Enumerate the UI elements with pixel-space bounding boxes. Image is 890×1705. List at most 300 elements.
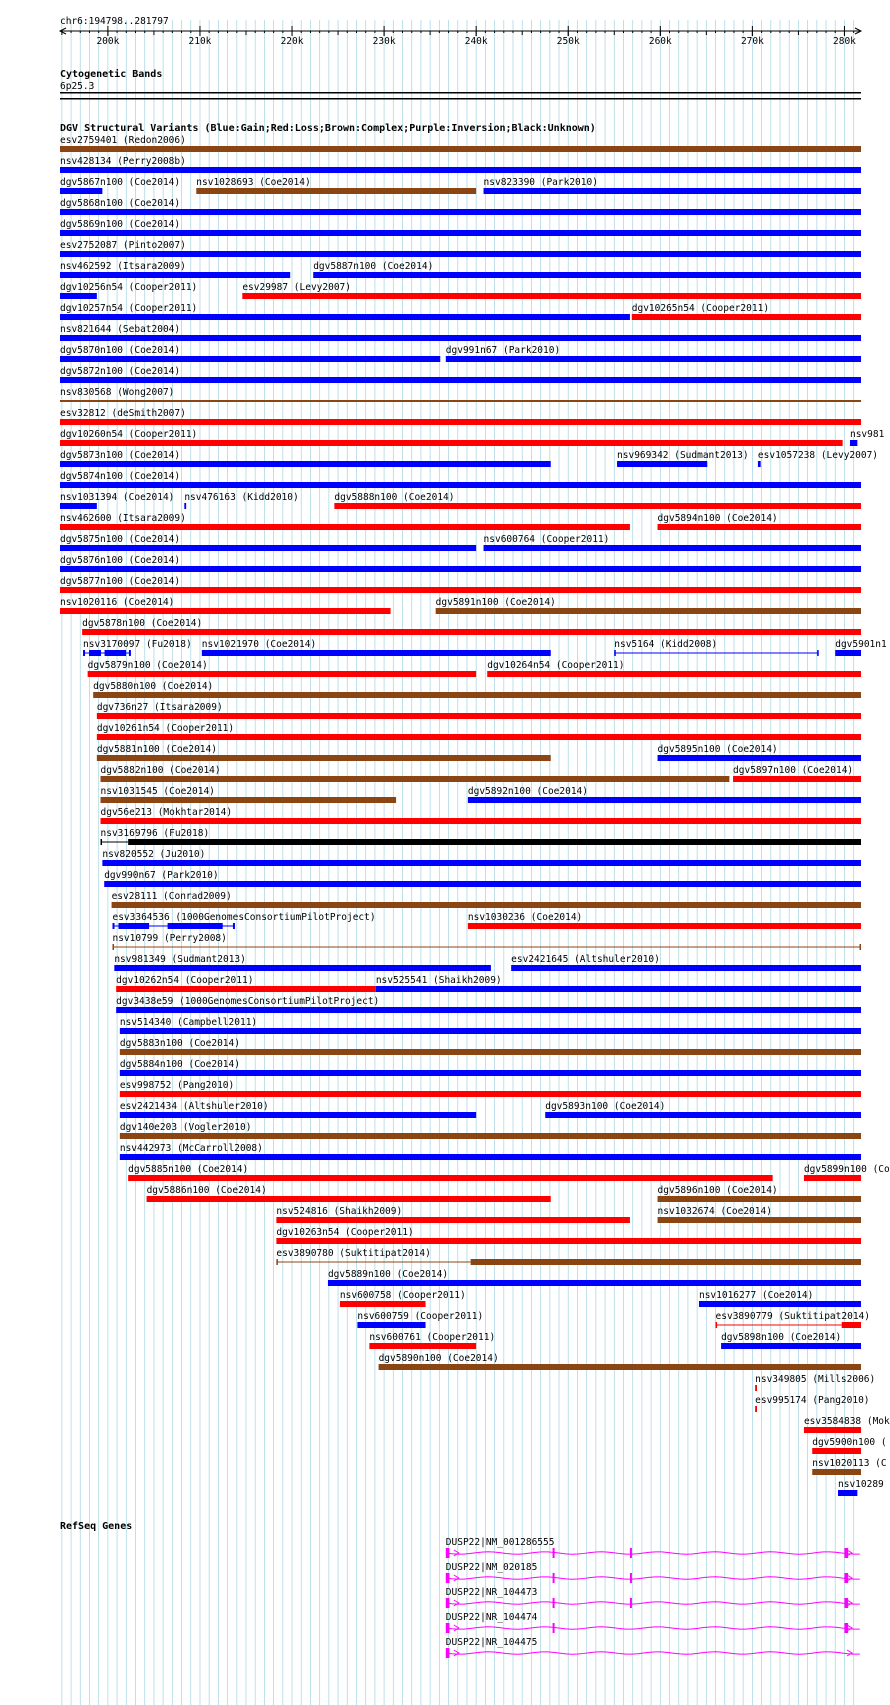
variant-label: dgv140e203 (Vogler2010) — [119, 1122, 252, 1133]
variant-label: nsv820552 (Ju2010) — [102, 849, 206, 860]
variant-bar — [101, 818, 861, 824]
variant-label: dgv5882n100 (Coe2014) — [100, 765, 221, 776]
variant-bar — [632, 314, 861, 320]
dgv-variant — [658, 513, 861, 530]
variant-bar — [60, 335, 861, 341]
variant-label: nsv1028693 (Coe2014) — [196, 177, 311, 188]
variant-bar — [112, 944, 114, 950]
dgv-variant — [60, 156, 861, 173]
variant-bar — [89, 650, 101, 656]
transcript-intron — [446, 1652, 860, 1654]
dgv-variant — [357, 1311, 483, 1328]
variant-label: nsv514340 (Campbell2011) — [119, 1017, 258, 1028]
dgv-variant — [60, 387, 861, 402]
variant-bar — [60, 209, 861, 215]
variant-label: nsv349805 (Mills2006) — [755, 1374, 876, 1385]
dgv-variant — [242, 282, 861, 299]
variant-label: nsv10799 (Perry2008) — [112, 933, 227, 944]
variant-label: dgv5868n100 (Coe2014) — [60, 198, 181, 209]
variant-bar — [60, 356, 440, 362]
variant-bar — [860, 944, 862, 950]
transcript-exon — [844, 1623, 848, 1633]
variant-bar — [114, 965, 491, 971]
dgv-variant — [116, 975, 376, 992]
dgv-variant — [658, 1185, 861, 1202]
dgv-variant — [101, 786, 397, 803]
dgv-variant — [850, 429, 885, 446]
variant-label: dgv736n27 (Itsara2009) — [96, 702, 223, 713]
transcript-label: DUSP22|NR_104474 — [445, 1612, 538, 1623]
variant-label: dgv10265n54 (Cooper2011) — [631, 303, 770, 314]
dgv-variant — [128, 1164, 772, 1181]
variant-bar — [357, 1322, 425, 1328]
transcript-exon — [844, 1548, 848, 1558]
variant-label: dgv5867n100 (Coe2014) — [60, 177, 181, 188]
variant-label: nsv1031545 (Coe2014) — [100, 786, 215, 797]
dgv-variant — [60, 576, 861, 593]
dgv-variant — [60, 219, 861, 236]
variant-bar — [733, 776, 861, 782]
dgv-variant — [60, 366, 861, 383]
variant-bar — [436, 608, 861, 614]
variant-bar — [60, 524, 630, 530]
cytoband-bar-top — [60, 92, 861, 94]
variant-label: dgv10264n54 (Cooper2011) — [487, 660, 625, 671]
refseq-transcript — [446, 1612, 860, 1633]
variant-bar — [484, 545, 861, 551]
variant-label: dgv5893n100 (Coe2014) — [545, 1101, 666, 1112]
dgv-variant — [97, 744, 551, 761]
dgv-variant — [340, 1290, 466, 1307]
refseq-transcript — [446, 1562, 860, 1583]
variant-label: esv2421645 (Altshuler2010) — [511, 954, 660, 965]
dgv-variant — [60, 324, 861, 341]
variant-bar — [842, 1322, 861, 1328]
variant-label: dgv5874n100 (Coe2014) — [60, 471, 181, 482]
variant-label: dgv5894n100 (Coe2014) — [657, 513, 778, 524]
variant-bar — [60, 293, 97, 299]
variant-label: dgv3438e59 (1000GenomesConsortiumPilotProject) — [116, 996, 380, 1007]
variant-bar — [755, 1406, 757, 1412]
variant-bar — [60, 503, 97, 509]
variant-bar — [379, 1364, 861, 1370]
variant-label: nsv981 — [849, 429, 885, 440]
dgv-variant — [804, 1416, 890, 1433]
transcript-exon — [844, 1573, 848, 1583]
dgv-variant — [804, 1164, 890, 1181]
dgv-variant — [196, 177, 476, 194]
variant-label: dgv5869n100 (Coe2014) — [60, 219, 181, 230]
variant-bar — [617, 461, 707, 467]
dgv-variant — [114, 954, 491, 971]
variant-label: esv3584838 (Mok — [803, 1416, 890, 1427]
variant-bar — [340, 1301, 426, 1307]
variant-bar — [112, 923, 114, 929]
dgv-variant — [147, 1185, 551, 1202]
ruler-tick-label: 280k — [833, 36, 856, 47]
variant-label: dgv5876n100 (Coe2014) — [60, 555, 181, 566]
variant-bar — [242, 293, 861, 299]
dgv-variant — [120, 1101, 476, 1118]
variant-bar — [60, 251, 861, 257]
ruler-tick-label: 230k — [372, 36, 396, 47]
dgv-variant — [838, 1479, 884, 1496]
variant-bar — [116, 986, 376, 992]
dgv-variant — [511, 954, 861, 971]
variant-bar — [120, 1154, 861, 1160]
variant-label: dgv5879n100 (Coe2014) — [87, 660, 208, 671]
variant-label: nsv1031394 (Coe2014) — [60, 492, 175, 503]
dgv-track-title: DGV Structural Variants (Blue:Gain;Red:Loss;Brown:Complex;Purple:Inversion;Black:Unknown) — [60, 123, 596, 134]
variant-bar — [104, 881, 861, 887]
variant-label: nsv524816 (Shaikh2009) — [276, 1206, 403, 1217]
dgv-variant — [93, 681, 861, 698]
variant-label: dgv5878n100 (Coe2014) — [82, 618, 203, 629]
dgv-variant — [112, 912, 375, 929]
variant-label: nsv600758 (Cooper2011) — [339, 1290, 466, 1301]
transcript-exon — [630, 1573, 632, 1583]
dgv-variant — [112, 933, 861, 950]
variant-bar — [101, 839, 103, 845]
cytoband-label: 6p25.3 — [60, 81, 95, 92]
variant-label: nsv476163 (Kidd2010) — [184, 492, 299, 503]
transcript-intron — [446, 1577, 860, 1579]
variant-label: nsv525541 (Shaikh2009) — [375, 975, 502, 986]
strand-arrow-icon — [847, 1650, 852, 1656]
dgv-variant — [313, 261, 861, 278]
variant-label: esv1057238 (Levy2007) — [757, 450, 879, 461]
transcript-exon — [553, 1573, 555, 1583]
dgv-variant — [721, 1332, 861, 1349]
variant-label: dgv5900n100 ( — [812, 1437, 887, 1448]
dgv-variant — [276, 1206, 630, 1223]
transcript-intron — [446, 1552, 860, 1554]
dgv-variant — [487, 660, 861, 677]
dgv-variant — [60, 303, 630, 320]
variant-bar — [83, 650, 85, 656]
variant-bar — [376, 986, 861, 992]
variant-bar — [82, 629, 861, 635]
variant-bar — [658, 1217, 861, 1223]
variant-label: nsv1021970 (Coe2014) — [201, 639, 317, 650]
variant-label: esv3890779 (Suktitipat2014) — [715, 1311, 870, 1322]
dgv-variant — [545, 1101, 861, 1118]
variant-label: nsv1032674 (Coe2014) — [657, 1206, 772, 1217]
refseq-transcript — [446, 1537, 860, 1558]
variant-bar — [120, 1028, 861, 1034]
variant-label: nsv3169796 (Fu2018) — [100, 828, 210, 839]
variant-label: nsv1030236 (Coe2014) — [467, 912, 583, 923]
dgv-variant — [82, 618, 861, 635]
dgv-variant — [60, 450, 551, 467]
cytoband-track-title: Cytogenetic Bands — [60, 69, 163, 80]
variant-bar — [812, 1448, 861, 1454]
variant-bar — [184, 503, 186, 509]
variant-bar — [60, 314, 630, 320]
dgv-variant — [120, 1143, 861, 1160]
dgv-variant — [120, 1059, 861, 1076]
variant-bar — [120, 1091, 861, 1097]
transcript-intron — [446, 1602, 860, 1604]
transcript-label: DUSP22|NM_020185 — [445, 1562, 538, 1573]
dgv-variant — [60, 513, 630, 530]
variant-bar — [60, 188, 102, 194]
variant-bar — [97, 755, 551, 761]
variant-bar — [60, 146, 861, 152]
variant-bar — [60, 461, 551, 467]
dgv-variant — [60, 240, 861, 257]
variant-label: nsv969342 (Sudmant2013) — [617, 450, 749, 461]
variant-bar — [614, 650, 616, 656]
variant-label: nsv10289 — [838, 1479, 884, 1490]
variant-label: dgv5873n100 (Coe2014) — [60, 450, 181, 461]
transcript-label: DUSP22|NR_104473 — [445, 1587, 538, 1598]
variant-label: nsv821644 (Sebat2004) — [60, 324, 181, 335]
dgv-variant — [60, 282, 197, 299]
variant-bar — [129, 650, 131, 656]
variant-label: nsv600761 (Cooper2011) — [369, 1332, 496, 1343]
variant-bar — [97, 713, 861, 719]
variant-bar — [817, 650, 819, 656]
variant-label: nsv428134 (Perry2008b) — [60, 156, 186, 167]
variant-label: dgv5897n100 (Coe2014) — [733, 765, 854, 776]
dgv-variant — [276, 1227, 861, 1244]
dgv-variant — [60, 555, 861, 572]
variant-bar — [658, 524, 861, 530]
variant-bar — [102, 860, 861, 866]
variant-label: dgv5880n100 (Coe2014) — [93, 681, 214, 692]
variant-label: dgv5899n100 (Co — [803, 1164, 890, 1175]
dgv-variant — [101, 828, 861, 845]
variant-label: nsv830568 (Wong2007) — [60, 387, 175, 398]
variant-bar — [60, 566, 861, 572]
dgv-variant — [60, 429, 843, 446]
region-label: chr6:194798..281797 — [60, 16, 169, 27]
cytoband-bar-bottom — [60, 98, 861, 100]
dgv-variant — [60, 345, 440, 362]
variant-label: esv2752087 (Pinto2007) — [60, 240, 186, 251]
variant-bar — [812, 1469, 861, 1475]
variant-label: dgv10261n54 (Cooper2011) — [96, 723, 235, 734]
variant-label: nsv600764 (Cooper2011) — [483, 534, 610, 545]
variant-label: dgv5872n100 (Coe2014) — [60, 366, 181, 377]
variant-bar — [112, 902, 861, 908]
dgv-variant — [755, 1395, 869, 1412]
transcript-exon — [553, 1548, 555, 1558]
dgv-variant — [112, 891, 861, 908]
refseq-track — [446, 1537, 860, 1658]
variant-bar — [97, 734, 861, 740]
dgv-variant — [658, 744, 861, 761]
dgv-variant — [733, 765, 861, 782]
variant-bar — [658, 1196, 861, 1202]
variant-bar — [716, 1322, 718, 1328]
transcript-label: DUSP22|NM_001286555 — [445, 1537, 555, 1548]
variant-bar — [60, 272, 290, 278]
variant-bar — [128, 1175, 772, 1181]
variant-label: dgv5886n100 (Coe2014) — [146, 1185, 267, 1196]
variant-bar — [484, 188, 861, 194]
dgv-variant — [614, 639, 818, 656]
variant-bar — [313, 272, 861, 278]
refseq-transcript — [446, 1587, 860, 1608]
variant-bar — [101, 797, 397, 803]
dgv-variant — [60, 261, 290, 278]
transcript-intron — [446, 1627, 860, 1629]
variant-label: esv2421434 (Altshuler2010) — [119, 1101, 269, 1112]
transcript-exon — [630, 1598, 632, 1608]
dgv-variant — [328, 1269, 861, 1286]
variant-bar — [60, 587, 861, 593]
variant-bar — [60, 440, 843, 446]
variant-label: nsv1020113 (C — [812, 1458, 887, 1469]
variant-bar — [233, 923, 235, 929]
transcript-exon — [446, 1598, 450, 1608]
dgv-variant — [334, 492, 861, 509]
variant-bar — [168, 923, 223, 929]
variant-label: dgv5895n100 (Coe2014) — [657, 744, 778, 755]
variant-label: dgv5889n100 (Coe2014) — [327, 1269, 449, 1280]
ruler-tick-label: 250k — [556, 36, 580, 47]
dgv-variant — [120, 1017, 861, 1034]
dgv-track — [60, 135, 890, 1496]
transcript-label: DUSP22|NR_104475 — [445, 1637, 538, 1648]
dgv-variant — [436, 597, 861, 614]
variant-bar — [276, 1238, 861, 1244]
variant-label: nsv600759 (Cooper2011) — [357, 1311, 484, 1322]
variant-bar — [276, 1217, 630, 1223]
variant-label: esv2759401 (Redon2006) — [60, 135, 186, 146]
dgv-variant — [60, 198, 861, 215]
variant-label: dgv56e213 (Mokhtar2014) — [100, 807, 233, 818]
dgv-variant — [484, 177, 861, 194]
variant-label: dgv5898n100 (Coe2014) — [721, 1332, 842, 1343]
dgv-variant — [658, 1206, 861, 1223]
transcript-exon — [553, 1623, 555, 1633]
dgv-variant — [104, 870, 861, 887]
variant-bar — [118, 923, 149, 929]
variant-label: dgv5888n100 (Coe2014) — [334, 492, 455, 503]
variant-bar — [93, 692, 861, 698]
dgv-variant — [60, 408, 861, 425]
variant-bar — [334, 503, 861, 509]
variant-label: dgv5892n100 (Coe2014) — [467, 786, 588, 797]
transcript-exon — [446, 1623, 450, 1633]
variant-bar — [88, 671, 477, 677]
variant-label: dgv10262n54 (Cooper2011) — [116, 975, 254, 986]
transcript-exon — [446, 1573, 450, 1583]
variant-label: nsv5164 (Kidd2008) — [614, 639, 718, 650]
variant-label: dgv10260n54 (Cooper2011) — [60, 429, 198, 440]
variant-label: esv29987 (Levy2007) — [242, 282, 351, 293]
dgv-variant — [120, 1080, 861, 1097]
variant-bar — [658, 755, 861, 761]
transcript-exon — [553, 1598, 555, 1608]
variant-bar — [850, 440, 857, 446]
dgv-variant — [60, 534, 476, 551]
transcript-exon — [446, 1648, 450, 1658]
variant-bar — [838, 1490, 857, 1496]
dgv-variant — [755, 1374, 875, 1391]
dgv-variant — [812, 1458, 886, 1475]
dgv-variant — [101, 807, 861, 824]
variant-bar — [721, 1343, 861, 1349]
dgv-variant — [468, 786, 861, 803]
variant-bar — [101, 776, 730, 782]
variant-bar — [804, 1427, 861, 1433]
variant-label: dgv5877n100 (Coe2014) — [60, 576, 181, 587]
variant-bar — [468, 797, 861, 803]
variant-bar — [545, 1112, 861, 1118]
dgv-variant — [484, 534, 861, 551]
ruler-tick-label: 210k — [188, 36, 212, 47]
dgv-variant — [276, 1248, 861, 1265]
dgv-variant — [835, 639, 887, 656]
variant-bar — [60, 400, 861, 402]
variant-label: dgv5881n100 (Coe2014) — [96, 744, 217, 755]
variant-bar — [128, 839, 861, 845]
variant-bar — [511, 965, 861, 971]
dgv-variant — [60, 597, 391, 614]
variant-bar — [120, 1133, 861, 1139]
variant-label: nsv462600 (Itsara2009) — [60, 513, 186, 524]
variant-label: nsv462592 (Itsara2009) — [60, 261, 186, 272]
variant-label: dgv990n67 (Park2010) — [104, 870, 219, 881]
variant-label: nsv3170097 (Fu2018) — [83, 639, 192, 650]
variant-bar — [487, 671, 861, 677]
variant-label: esv998752 (Pang2010) — [119, 1080, 235, 1091]
variant-label: dgv5870n100 (Coe2014) — [60, 345, 181, 356]
variant-bar — [471, 1259, 861, 1265]
variant-label: dgv10256n54 (Cooper2011) — [60, 282, 198, 293]
variant-bar — [196, 188, 476, 194]
ruler-tick-label: 260k — [648, 36, 672, 47]
dgv-variant — [83, 639, 192, 656]
variant-label: dgv5901n1 — [835, 639, 887, 650]
variant-label: dgv5884n100 (Coe2014) — [119, 1059, 240, 1070]
variant-label: dgv5891n100 (Coe2014) — [435, 597, 556, 608]
transcript-exon — [446, 1548, 450, 1558]
variant-label: nsv442973 (McCarroll2008) — [119, 1143, 263, 1154]
ruler-tick-label: 200k — [96, 36, 120, 47]
dgv-variant — [184, 492, 298, 509]
dgv-variant — [97, 702, 861, 719]
dgv-variant — [202, 639, 551, 656]
variant-bar — [120, 1049, 861, 1055]
refseq-track-title: RefSeq Genes — [60, 1521, 133, 1532]
variant-bar — [276, 1259, 278, 1265]
variant-bar — [202, 650, 551, 656]
dgv-variant — [60, 177, 180, 194]
variant-label: dgv991n67 (Park2010) — [445, 345, 561, 356]
variant-bar — [369, 1343, 476, 1349]
variant-bar — [835, 650, 861, 656]
variant-label: dgv5885n100 (Coe2014) — [128, 1164, 249, 1175]
variant-bar — [147, 1196, 551, 1202]
variant-bar — [446, 356, 861, 362]
dgv-variant — [716, 1311, 870, 1328]
dgv-variant — [60, 471, 861, 488]
dgv-variant — [812, 1437, 886, 1454]
dgv-variant — [120, 1038, 861, 1055]
variant-bar — [60, 419, 861, 425]
variant-label: esv28111 (Conrad2009) — [111, 891, 232, 902]
variant-label: dgv10263n54 (Cooper2011) — [276, 1227, 414, 1238]
variant-bar — [116, 1007, 861, 1013]
variant-bar — [699, 1301, 861, 1307]
dgv-variant — [376, 975, 861, 992]
variant-label: esv995174 (Pang2010) — [755, 1395, 870, 1406]
